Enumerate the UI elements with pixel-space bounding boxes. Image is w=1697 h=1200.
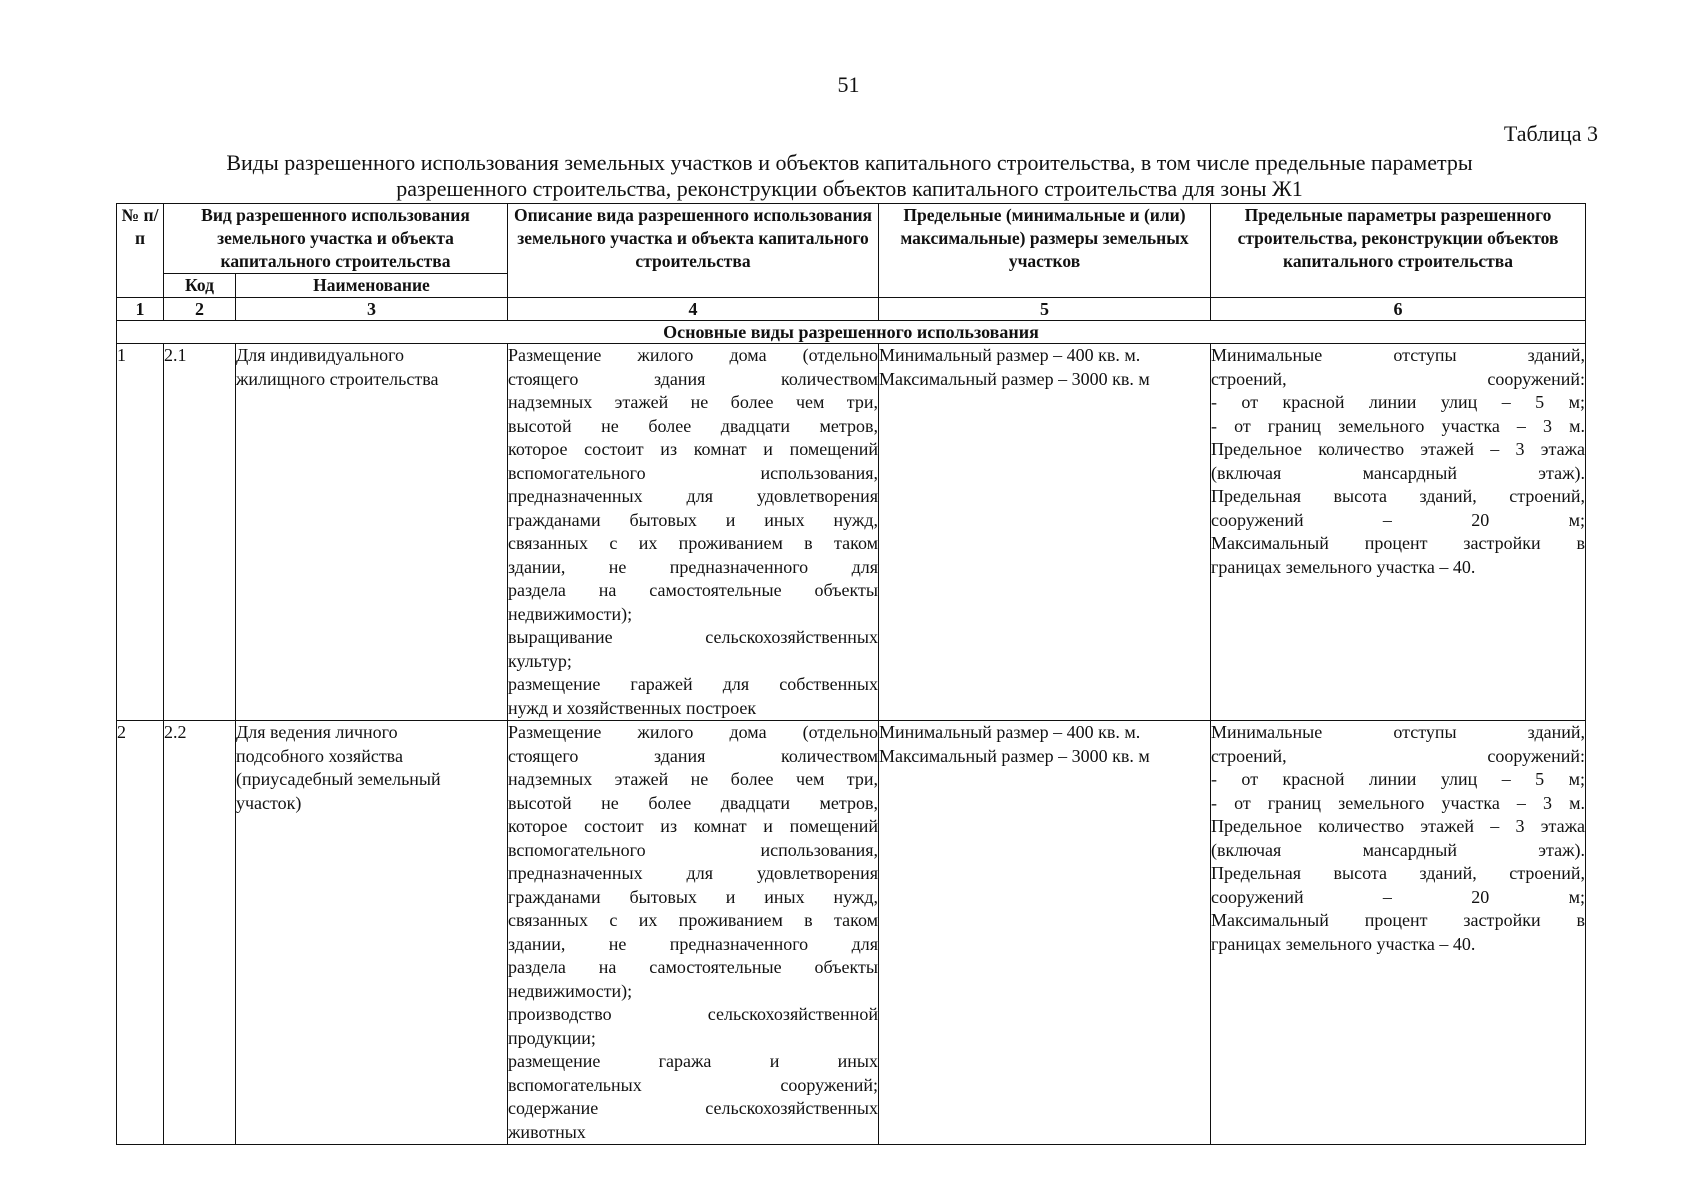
- row-code: 2.2: [164, 721, 236, 1145]
- row-build-params-line: (включая мансардный этаж).: [1211, 839, 1585, 860]
- row-description: [508, 344, 879, 721]
- row-name-line: (приусадебный земельный: [236, 769, 441, 789]
- row-description-line: высотой не более двадцати метров,: [508, 415, 878, 436]
- column-index: 2: [164, 298, 236, 321]
- column-index: 1: [117, 298, 164, 321]
- row-build-params-line: Максимальный процент застройки в: [1211, 533, 1585, 553]
- table-title-line-2: разрешенного строительства, реконструкции объектов капитального строительства для зоны Ж1: [396, 176, 1303, 201]
- row-name-line: Для ведения личного: [236, 722, 398, 742]
- column-index: 5: [879, 298, 1211, 321]
- header-num: № п/п: [117, 204, 164, 298]
- row-description-line: предназначенных для удовлетворения: [508, 863, 878, 883]
- header-plot-size: Предельные (минимальные и (или) максимальные) размеры земельных участков: [879, 204, 1211, 298]
- row-plot-size: [879, 344, 1211, 721]
- header-build-params: Предельные параметры разрешенного строительства, реконструкции объектов капитального строительства: [1211, 204, 1586, 298]
- row-build-params-line: Максимальный процент застройки в: [1211, 910, 1585, 930]
- row-description-line: стоящего здания количеством: [508, 368, 878, 389]
- header-description: Описание вида разрешенного использования земельного участка и объекта капитального строительства: [508, 204, 879, 298]
- column-index: 3: [236, 298, 508, 321]
- row-description-line: недвижимости);: [508, 980, 633, 1001]
- column-index-row: [117, 298, 1586, 321]
- row-description-line: содержание сельскохозяйственных: [508, 1098, 878, 1118]
- row-build-params-line: Предельная высота зданий, строений,: [1211, 863, 1585, 883]
- row-plot-size-line: Максимальный размер – 3000 кв. м: [879, 745, 1150, 766]
- row-description-line: размещение гаража и иных: [508, 1051, 878, 1071]
- row-build-params-line: строений, сооружений:: [1211, 745, 1585, 766]
- row-description-line: которое состоит из комнат и помещений: [508, 816, 878, 836]
- header-name: Наименование: [236, 274, 508, 298]
- row-plot-size: [879, 721, 1211, 1145]
- land-use-table: [116, 203, 1586, 1145]
- row-description-line: Размещение жилого дома (отдельно: [508, 722, 878, 742]
- row-build-params-line: границах земельного участка – 40.: [1211, 933, 1476, 954]
- row-build-params-line: Предельное количество этажей – 3 этажа: [1211, 439, 1585, 459]
- row-description: [508, 721, 879, 1145]
- row-number: 2: [117, 721, 164, 1145]
- row-build-params-line: (включая мансардный этаж).: [1211, 462, 1585, 483]
- row-plot-size-line: Максимальный размер – 3000 кв. м: [879, 368, 1150, 389]
- row-description-line: гражданами бытовых и иных нужд,: [508, 886, 878, 907]
- page-number: 51: [837, 72, 860, 97]
- row-description-line: недвижимости);: [508, 603, 633, 624]
- row-name: [236, 721, 508, 1145]
- row-name: [236, 344, 508, 721]
- row-build-params-line: - от границ земельного участка – 3 м.: [1211, 415, 1585, 436]
- row-build-params-line: сооружений – 20 м;: [1211, 509, 1585, 530]
- column-index: 4: [508, 298, 879, 321]
- row-number: 1: [117, 344, 164, 721]
- row-name-line: подсобного хозяйства: [236, 745, 403, 766]
- row-description-line: высотой не более двадцати метров,: [508, 792, 878, 813]
- row-build-params-line: границах земельного участка – 40.: [1211, 556, 1476, 577]
- row-build-params-line: - от красной линии улиц – 5 м;: [1211, 392, 1585, 412]
- row-description-line: вспомогательного использования,: [508, 462, 878, 483]
- row-build-params-line: - от красной линии улиц – 5 м;: [1211, 769, 1585, 789]
- row-description-line: Размещение жилого дома (отдельно: [508, 345, 878, 365]
- table-label: Таблица 3: [1503, 121, 1598, 146]
- row-build-params-line: Минимальные отступы зданий,: [1211, 722, 1585, 742]
- table-body: [117, 298, 1586, 1145]
- row-description-line: здании, не предназначенного для: [508, 933, 878, 954]
- row-build-params-line: Предельная высота зданий, строений,: [1211, 486, 1585, 506]
- row-name-line: Для индивидуального: [236, 345, 405, 365]
- row-build-params-line: сооружений – 20 м;: [1211, 886, 1585, 907]
- row-plot-size-line: Минимальный размер – 400 кв. м.: [879, 722, 1141, 742]
- row-build-params-line: - от границ земельного участка – 3 м.: [1211, 792, 1585, 813]
- row-description-line: здании, не предназначенного для: [508, 556, 878, 577]
- row-description-line: нужд и хозяйственных построек: [508, 697, 757, 718]
- row-build-params: [1211, 344, 1586, 721]
- row-description-line: связанных с их проживанием в таком: [508, 910, 878, 930]
- table-row: [117, 721, 1586, 1145]
- row-build-params-line: строений, сооружений:: [1211, 368, 1585, 389]
- column-index: 6: [1211, 298, 1586, 321]
- row-description-line: культур;: [508, 650, 572, 671]
- row-description-line: вспомогательного использования,: [508, 839, 878, 860]
- row-description-line: размещение гаражей для собственных: [508, 674, 878, 694]
- row-description-line: которое состоит из комнат и помещений: [508, 439, 878, 459]
- row-description-line: гражданами бытовых и иных нужд,: [508, 509, 878, 530]
- row-name-line: жилищного строительства: [236, 368, 439, 389]
- row-description-line: вспомогательных сооружений;: [508, 1074, 878, 1095]
- header-code: Код: [164, 274, 236, 298]
- table-title-line-1: Виды разрешенного использования земельных участков и объектов капитального строительства, в том числе предельные параметры: [226, 150, 1473, 175]
- row-description-line: производство сельскохозяйственной: [508, 1004, 878, 1024]
- header-kind: Вид разрешенного использования земельного участка и объекта капитального строительства: [164, 204, 508, 274]
- row-description-line: надземных этажей не более чем три,: [508, 392, 878, 412]
- row-name-line: участок): [236, 792, 302, 813]
- row-description-line: надземных этажей не более чем три,: [508, 769, 878, 789]
- row-description-line: животных: [508, 1121, 586, 1142]
- row-description-line: стоящего здания количеством: [508, 745, 878, 766]
- row-plot-size-line: Минимальный размер – 400 кв. м.: [879, 345, 1141, 365]
- row-description-line: выращивание сельскохозяйственных: [508, 627, 878, 647]
- row-description-line: предназначенных для удовлетворения: [508, 486, 878, 506]
- row-description-line: раздела на самостоятельные объекты: [508, 580, 878, 600]
- table-title: [116, 150, 1583, 202]
- table-row: [117, 344, 1586, 721]
- table-header: [117, 204, 1586, 298]
- section-row: [117, 321, 1586, 344]
- row-build-params: [1211, 721, 1586, 1145]
- row-description-line: раздела на самостоятельные объекты: [508, 957, 878, 977]
- row-description-line: продукции;: [508, 1027, 596, 1048]
- row-description-line: связанных с их проживанием в таком: [508, 533, 878, 553]
- row-code: 2.1: [164, 344, 236, 721]
- section-title: Основные виды разрешенного использования: [117, 321, 1586, 344]
- row-build-params-line: Минимальные отступы зданий,: [1211, 345, 1585, 365]
- row-build-params-line: Предельное количество этажей – 3 этажа: [1211, 816, 1585, 836]
